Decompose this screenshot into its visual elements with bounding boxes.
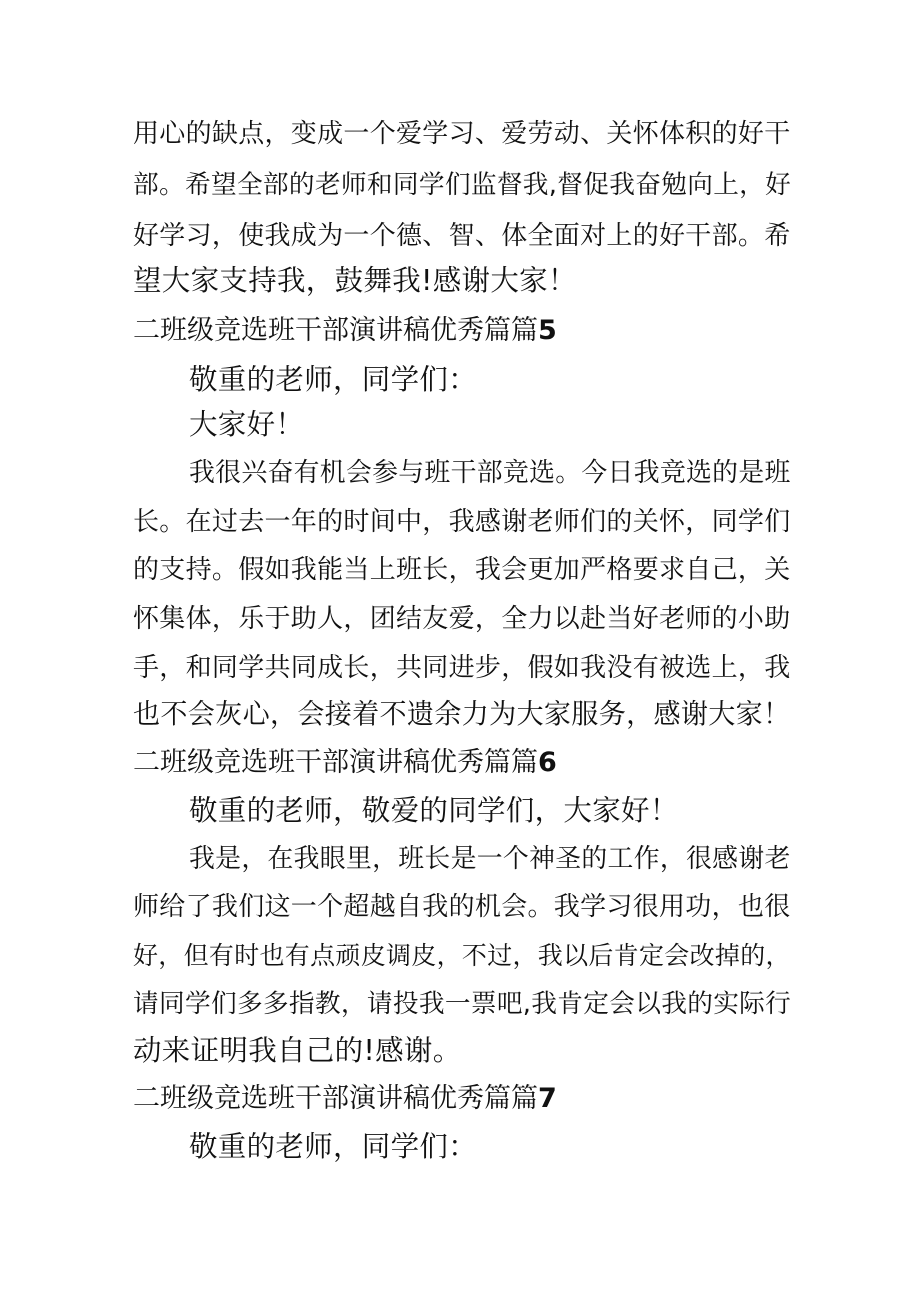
paragraph-line: 手，和同学共同成长，共同进步，假如我没有被选上，我	[133, 653, 791, 683]
section-heading-number: 6	[538, 747, 557, 778]
section-heading-7	[133, 1080, 557, 1118]
paragraph-line: 请同学们多多指教，请投我一票吧,我肯定会以我的实际行	[133, 989, 792, 1019]
section-heading-text: 二班级竞选班干部演讲稿优秀篇篇	[133, 1083, 538, 1114]
paragraph-line: 怀集体，乐于助人，团结友爱，全力以赴当好老师的小助	[133, 604, 791, 634]
section-heading-text: 二班级竞选班干部演讲稿优秀篇篇	[133, 315, 538, 346]
greeting-line: 敬重的老师，同学们：	[189, 1130, 478, 1163]
hello-line: 大家好！	[189, 408, 305, 441]
paragraph-line: 部。希望全部的老师和同学们监督我,督促我奋勉向上，好	[133, 170, 792, 200]
paragraph-line: 的支持。假如我能当上班长，我会更加严格要求自己，关	[133, 555, 791, 585]
paragraph-line: 长。在过去一年的时间中，我感谢老师们的关怀，同学们	[133, 507, 791, 537]
paragraph-line: 动来证明我自己的!感谢。	[133, 1034, 462, 1067]
paragraph-line: 师给了我们这一个超越自我的机会。我学习很用功，也很	[133, 892, 791, 922]
section-heading-number: 5	[538, 315, 557, 346]
section-heading-number: 7	[538, 1083, 557, 1114]
paragraph-line: 我是，在我眼里，班长是一个神圣的工作，很感谢老	[189, 844, 791, 874]
section-heading-6	[133, 744, 557, 782]
paragraph-line: 好，但有时也有点顽皮调皮，不过，我以后肯定会改掉的，	[133, 941, 791, 970]
paragraph-line: 我很兴奋有机会参与班干部竞选。今日我竞选的是班	[189, 458, 791, 488]
paragraph-line: 好学习，使我成为一个德、智、体全面对上的好干部。希	[133, 221, 791, 251]
greeting-line: 敬重的老师，同学们：	[189, 363, 478, 396]
paragraph-line: 用心的缺点，变成一个爱学习、爱劳动、关怀体积的好干	[133, 119, 791, 149]
paragraph-line: 也不会灰心，会接着不遗余力为大家服务，感谢大家！	[133, 699, 791, 730]
greeting-line: 敬重的老师，敬爱的同学们，大家好！	[189, 794, 679, 827]
section-heading-5	[133, 312, 557, 350]
section-heading-text: 二班级竞选班干部演讲稿优秀篇篇	[133, 747, 538, 778]
paragraph-line: 望大家支持我，鼓舞我!感谢大家！	[133, 264, 577, 297]
